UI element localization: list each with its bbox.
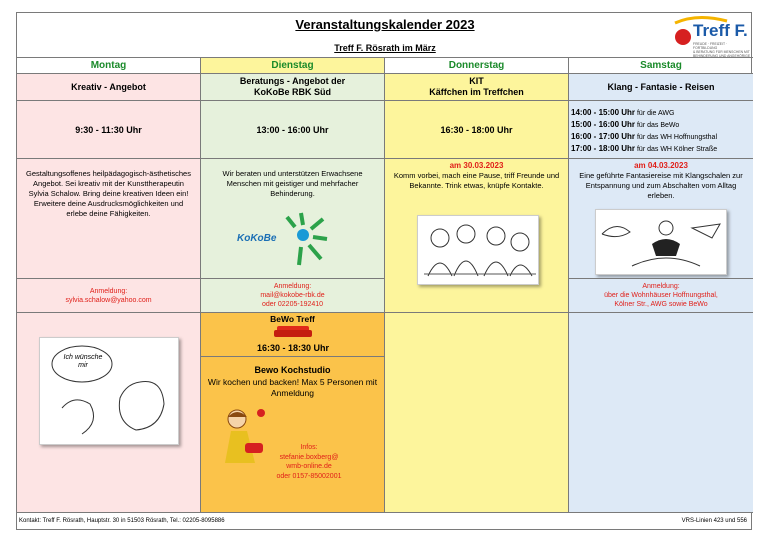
meditation-image <box>595 209 727 275</box>
dienstag-time: 13:00 - 16:00 Uhr <box>201 101 385 159</box>
samstag-registration: Anmeldung: über die Wohnhäuser Hoffnungsthal, Kölner Str., AWG sowie BeWo <box>569 279 753 313</box>
montag-time: 9:30 - 11:30 Uhr <box>17 101 201 159</box>
montag-description: Gestaltungsoffenes heilpädagogisch-ästhetisches Angebot. Sei kreativ mit der Kunsttherapeutin Sylvia Schalow. Bring deine kreativen Ideen ein! Erweitere deine Ausdrucksmöglichkeiten und erlebe deine Fähigkeiten. <box>17 159 201 279</box>
coffee-people-drawing-icon <box>418 216 540 286</box>
dienstag-email-link[interactable]: mail@kokobe-rbk.de <box>260 292 325 299</box>
donnerstag-bottom-cell <box>385 313 569 513</box>
montag-registration: Anmeldung: sylvia.schalow@yahoo.com <box>17 279 201 313</box>
montag-email-link[interactable]: sylvia.schalow@yahoo.com <box>65 296 152 304</box>
coffee-meeting-image <box>417 215 539 285</box>
montag-bottom-cell <box>17 313 201 513</box>
donnerstag-description-cell <box>385 159 569 313</box>
kokobe-logo <box>239 211 339 271</box>
bewo-treff-title: BeWo Treff <box>270 314 315 324</box>
samstag-description-cell <box>569 159 753 279</box>
samstag-title: Klang - Fantasie - Reisen <box>569 74 753 101</box>
kochstudio-email-link[interactable]: stefanie.boxberg@ <box>279 453 339 461</box>
wish-cartoon-text: Ich wünsche mir <box>63 354 103 369</box>
footer-transit: VRS-Linien 423 und 556 <box>681 518 747 524</box>
samstag-description: Eine geführte Fantasiereise mit Klangschalen zur Entspannung und zum Abschalten vom Alltag erleben. <box>579 171 743 200</box>
meditation-drawing-icon <box>596 210 728 276</box>
donnerstag-time: 16:30 - 18:00 Uhr <box>385 101 569 159</box>
logo-tagline: FREUDE · FREIZEIT · FORTBILDUNG & BERATUNG FÜR MENSCHEN MIT BEHINDERUNG UND ANGEHÖRIGE <box>693 42 751 58</box>
dienstag-description-cell <box>201 159 385 279</box>
montag-title: Kreativ - Angebot <box>17 74 201 101</box>
schedule-item: 14:00 - 15:00 Uhr für die AWG <box>571 108 675 117</box>
kochstudio-info: Infos: stefanie.boxberg@ wmb-online.de oder 0157-85002001 <box>245 443 373 481</box>
kochstudio-description: Wir kochen und backen! Max 5 Personen mit Anmeldung <box>207 377 378 398</box>
day-header-samstag: Samstag <box>569 58 753 74</box>
samstag-schedule <box>569 101 753 159</box>
day-header-dienstag: Dienstag <box>201 58 385 74</box>
logo-text: Treff F. <box>693 21 748 40</box>
donnerstag-title: KIT Käffchen im Treffchen <box>385 74 569 101</box>
schedule-item: 15:00 - 16:00 Uhr für das BeWo <box>571 120 680 129</box>
treff-logo <box>667 15 751 59</box>
bewo-treff-time: 16:30 - 18:30 Uhr <box>256 343 330 353</box>
bewo-kochstudio-cell <box>201 357 385 513</box>
kokobe-logo-text: KoKoBe <box>237 233 277 244</box>
wish-cartoon-image <box>39 337 179 445</box>
footer-contact: Kontakt: Treff F. Rösrath, Hauptstr. 30 in 51503 Rösrath, Tel.: 02205-8095886 <box>19 518 225 524</box>
sofa-icon <box>273 324 313 340</box>
day-header-donnerstag: Donnerstag <box>385 58 569 74</box>
day-header-montag: Montag <box>17 58 201 74</box>
samstag-bottom-cell <box>569 313 753 513</box>
donnerstag-date: am 30.03.2023 <box>449 161 504 170</box>
dienstag-description: Wir beraten und unterstützen Erwachsene Menschen mit geistiger und mehrfacher Behinderung. <box>222 169 363 198</box>
bewo-treff-cell <box>201 313 385 357</box>
samstag-date: am 04.03.2023 <box>634 161 688 170</box>
donnerstag-description: Komm vorbei, mach eine Pause, triff Freunde und Bekannte. Trink etwas, knüpfe Kontakte. <box>393 171 560 190</box>
dienstag-registration: Anmeldung: mail@kokobe-rbk.de oder 02205-192410 <box>201 279 385 313</box>
schedule-item: 16:00 - 17:00 Uhr für das WH Hoffnungsthal <box>571 132 718 141</box>
schedule-item: 17:00 - 18:00 Uhr für das WH Kölner Straße <box>571 144 718 153</box>
page-subtitle: Treff F. Rösrath im März <box>334 43 436 53</box>
kochstudio-title: Bewo Kochstudio <box>254 365 331 375</box>
calendar-page <box>16 12 752 530</box>
page-title: Veranstaltungskalender 2023 <box>295 17 475 32</box>
dienstag-title: Beratungs - Angebot der KoKoBe RBK Süd <box>201 74 385 101</box>
